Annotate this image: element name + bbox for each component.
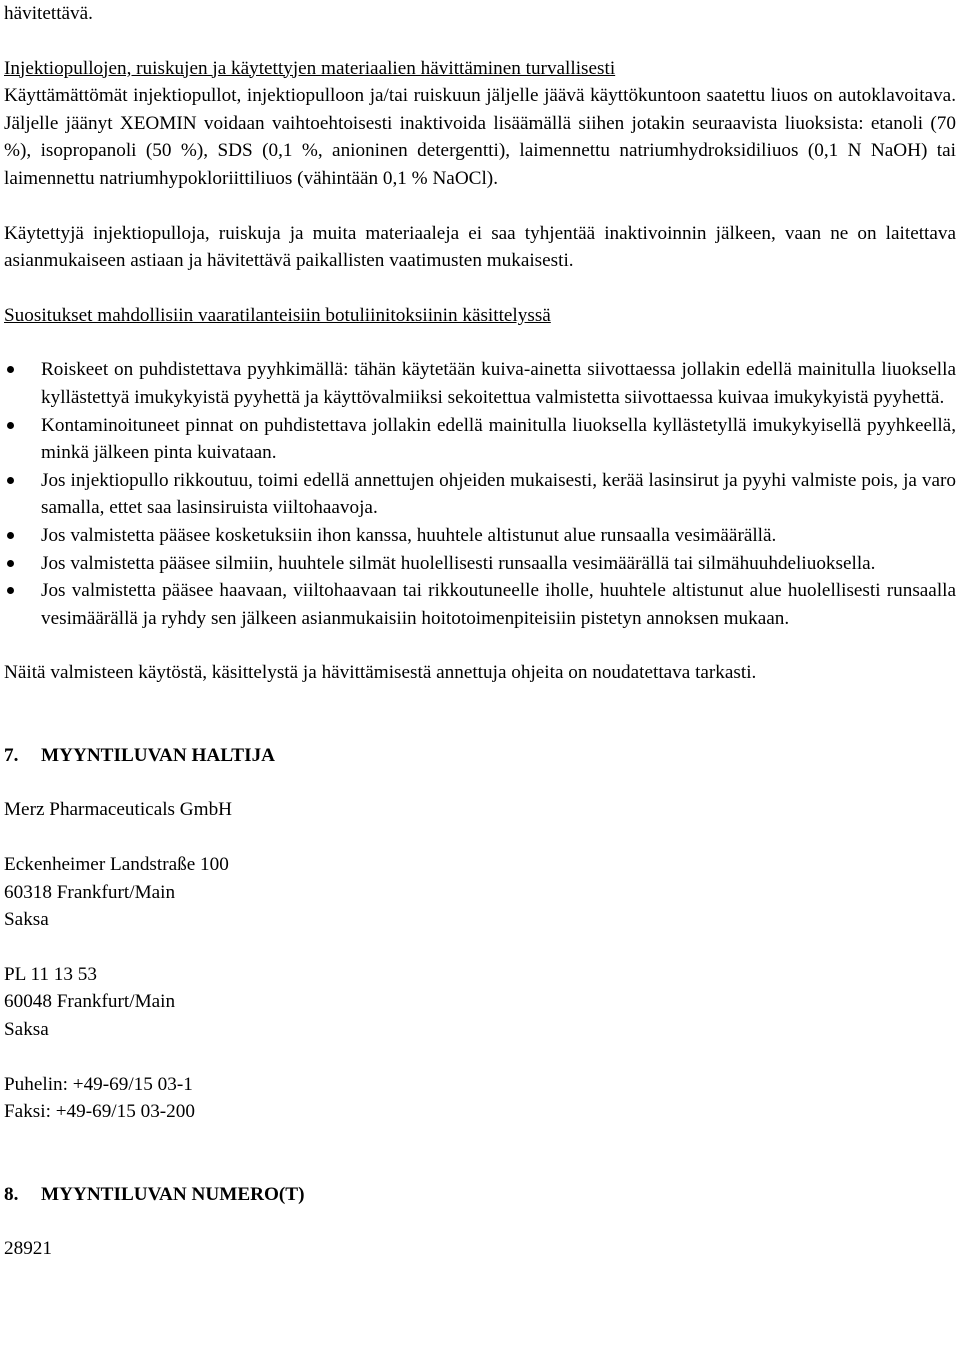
disposal-paragraph: Käyttämättömät injektiopullot, injektiopulloon ja/tai ruiskuun jäljelle jäävä käyttökuntoon saatettu liuos on autoklavoitava. Jäljelle jäänyt XEOMIN voidaan vaihtoehtoisesti inaktivoida lisäämällä siihen jotakin seuraavista liuoksista: etanoli (70 %), isopropanoli (50 %), SDS (0,1 %, anioninen detergentti), laimennettu natriumhydroksidiliuos (0,1 N NaOH) tai laimennettu natriumhypokloriittiliuos (vähintään 0,1 % NaOCl). (4, 85, 956, 189)
section-8-number: 8. (4, 1183, 19, 1205)
spacer (4, 934, 956, 961)
po-box-line: Saksa (4, 1019, 49, 1041)
recommendations-list (4, 356, 956, 632)
spacer (4, 28, 956, 55)
list-item-text: Jos valmistetta pääsee kosketuksiin ihon kanssa, huuhtele altistunut alue runsaalla vesimäärällä. (41, 524, 777, 546)
spacer (4, 769, 956, 796)
recommendations-heading: Suositukset mahdollisiin vaaratilanteisiin botuliinitoksiinin käsittelyssä (4, 304, 551, 326)
list-item (4, 412, 956, 467)
list-item (4, 356, 956, 411)
spacer (4, 687, 956, 742)
bullet-icon (7, 422, 14, 429)
spacer (4, 1126, 956, 1181)
list-item-text: Jos injektiopullo rikkoutuu, toimi edellä annettujen ohjeiden mukaisesti, kerää lasinsirut ja pyyhi valmiste pois, ja varo samalla, ettet saa lasinsiruista viiltohaavoja. (41, 469, 956, 519)
bullet-icon (7, 366, 14, 373)
list-item (4, 577, 956, 632)
list-item-text: Jos valmistetta pääsee haavaan, viiltohaavaan tai rikkoutuneelle iholle, huuhtele altistunut alue huolellisesti runsaalla vesimäärällä ja ryhdy sen jälkeen asianmukaisiin hoitotoimenpiteisiin pistetyn annoksen mukaan. (41, 580, 956, 629)
street-address-line: 60318 Frankfurt/Main (4, 881, 176, 903)
section-7-heading (4, 742, 956, 770)
document-page (4, 0, 956, 1263)
bullet-icon (7, 587, 14, 594)
spacer (4, 193, 956, 220)
section-7-number: 7. (4, 744, 19, 766)
list-item (4, 550, 956, 578)
spacer (4, 275, 956, 302)
bullet-icon (7, 560, 14, 567)
spacer (4, 824, 956, 851)
street-address-line: Saksa (4, 909, 49, 931)
list-item (4, 522, 956, 550)
fax-number: Faksi: +49-69/15 03-200 (4, 1101, 195, 1123)
section-8-heading (4, 1181, 956, 1209)
spacer (4, 1044, 956, 1071)
disposal-heading: Injektiopullojen, ruiskujen ja käytettyjen materiaalien hävittäminen turvallisesti (4, 57, 616, 79)
spacer (4, 632, 956, 659)
list-item-text: Jos valmistetta pääsee silmiin, huuhtele silmät huolellisesti runsaalla vesimäärällä tai silmähuuhdeliuoksella. (41, 552, 876, 574)
bullet-icon (7, 477, 14, 484)
po-box-line: PL 11 13 53 (4, 963, 97, 985)
bullet-icon (7, 532, 14, 539)
disposal-paragraph-2: Käytettyjä injektiopulloja, ruiskuja ja muita materiaaleja ei saa tyhjentää inaktivoinnin jälkeen, vaan ne on laitettava asianmukaiseen astiaan ja hävitettävä paikallisten vaatimusten mukaisesti. (4, 222, 956, 272)
phone-number: Puhelin: +49-69/15 03-1 (4, 1073, 193, 1095)
closing-paragraph: Näitä valmisteen käytöstä, käsittelystä ja hävittämisestä annettuja ohjeita on noudatettava tarkasti. (4, 662, 757, 684)
section-8-title: MYYNTILUVAN NUMERO(T) (41, 1183, 305, 1205)
company-name: Merz Pharmaceuticals GmbH (4, 799, 233, 821)
top-fragment: hävitettävä. (4, 3, 93, 24)
list-item-text: Roiskeet on puhdistettava pyyhkimällä: tähän käytetään kuiva-ainetta siivottaessa jollakin edellä mainitulla liuoksella kyllästettyä imukykyistä pyyhettä ja käyttövalmiiksi sekoitettua valmistetta siivottaessa kuivaa imukykyistä pyyhettä. (41, 359, 956, 408)
section-7-title: MYYNTILUVAN HALTIJA (41, 744, 276, 766)
authorization-number: 28921 (4, 1238, 52, 1260)
street-address-line: Eckenheimer Landstraße 100 (4, 854, 229, 876)
po-box-line: 60048 Frankfurt/Main (4, 991, 176, 1013)
list-item-text: Kontaminoituneet pinnat on puhdistettava jollakin edellä mainitulla liuoksella kyllästetyllä imukykyisellä pyyhkeellä, minkä jälkeen pinta kuivataan. (41, 414, 956, 464)
spacer (4, 1208, 956, 1235)
spacer (4, 329, 956, 356)
list-item (4, 467, 956, 522)
